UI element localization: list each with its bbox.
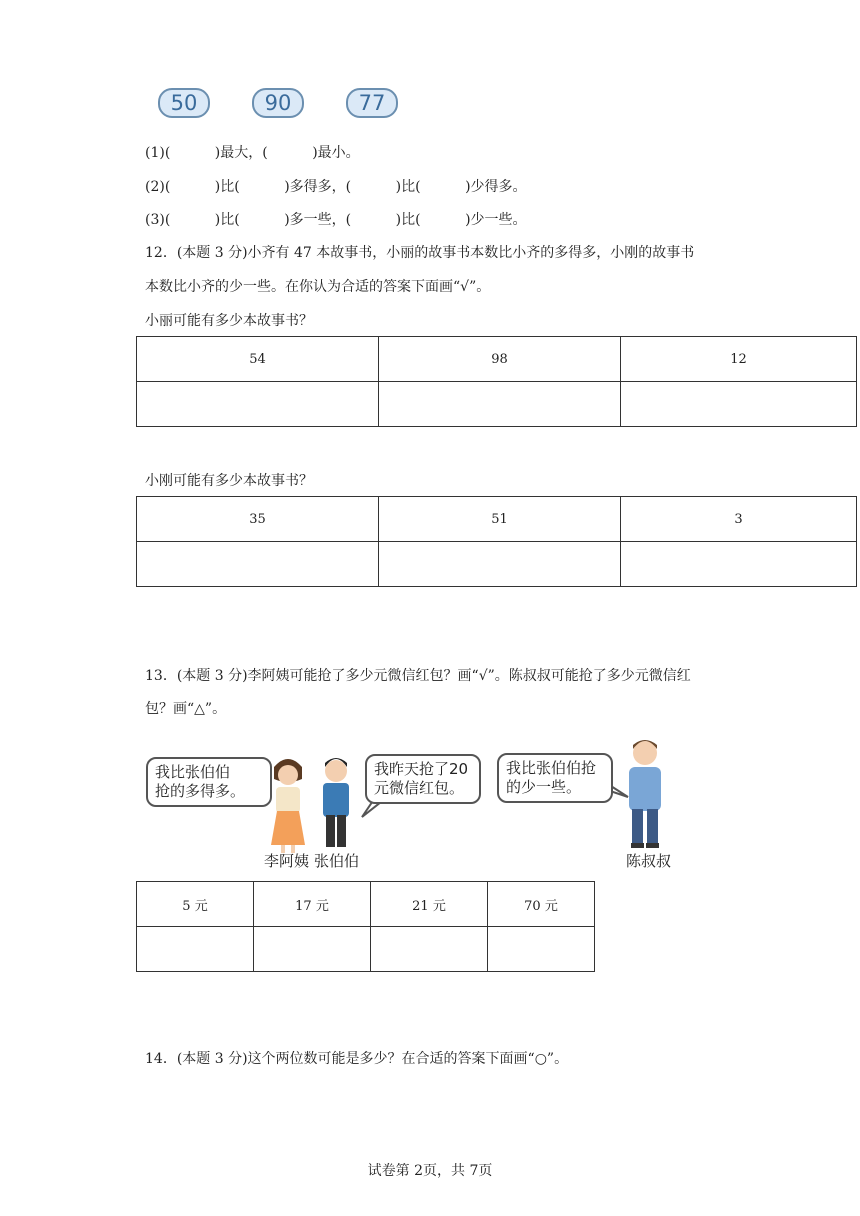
q12-sub2-title: 小刚可能有多少本故事书？	[145, 473, 313, 489]
bubble-li-line-2: 抢的多得多。	[155, 782, 246, 800]
q12-t1-option-3: 12	[621, 337, 857, 382]
q12-t2-option-1: 35	[137, 497, 379, 542]
q12-t1-option-1: 54	[137, 337, 379, 382]
q12-sub1-title: 小丽可能有多少本故事书？	[145, 313, 313, 329]
name-zhang-bobo: 张伯伯	[314, 852, 360, 870]
name-li-ayi: 李阿姨	[264, 852, 310, 870]
q12-t2-option-2: 51	[379, 497, 621, 542]
speech-bubble-zhang-bobo	[365, 754, 481, 804]
q13-line-2: 包？画“△”。	[145, 701, 227, 717]
zhang-bobo-figure	[323, 758, 349, 847]
q12-t1-answer-2[interactable]	[379, 382, 621, 427]
q13-answer-3[interactable]	[371, 927, 488, 972]
q13-option-1: 5 元	[137, 882, 254, 927]
q12-t1-option-2: 98	[379, 337, 621, 382]
number-card-90: 90	[252, 88, 304, 118]
bubble-li-line-1: 我比张伯伯	[155, 763, 231, 781]
number-card-77: 77	[346, 88, 398, 118]
q12-table-2	[136, 496, 857, 587]
q11-line-2: (2)( )比( )多得多，( )比( )少得多。	[145, 179, 527, 195]
q12-line-1: 12．(本题 3 分)小齐有 47 本故事书，小丽的故事书本数比小齐的多得多，小刚的故事书	[145, 245, 695, 261]
li-ayi-figure	[271, 759, 305, 853]
q13-answer-2[interactable]	[254, 927, 371, 972]
q13-option-2: 17 元	[254, 882, 371, 927]
q11-line-3: (3)( )比( )多一些，( )比( )少一些。	[145, 212, 527, 228]
bubble-chen-line-2: 的少一些。	[506, 778, 582, 796]
chen-shushu-figure	[629, 740, 661, 848]
q13-line-1: 13．(本题 3 分)李阿姨可能抢了多少元微信红包？画“√”。陈叔叔可能抢了多少元微信红	[145, 668, 691, 684]
q13-table	[136, 881, 595, 972]
page-footer: 试卷第 2页，共 7页	[367, 1163, 493, 1179]
q12-t2-answer-2[interactable]	[379, 542, 621, 587]
q12-t2-answer-1[interactable]	[137, 542, 379, 587]
bubble-zhang-line-2: 元微信红包。	[374, 779, 465, 797]
q14-line-1: 14．(本题 3 分)这个两位数可能是多少？在合适的答案下面画“○”。	[145, 1051, 569, 1067]
q12-t1-answer-1[interactable]	[137, 382, 379, 427]
q13-option-3: 21 元	[371, 882, 488, 927]
q12-t2-option-3: 3	[621, 497, 857, 542]
number-card-50: 50	[158, 88, 210, 118]
q13-answer-1[interactable]	[137, 927, 254, 972]
speech-bubble-chen-shushu	[497, 753, 613, 803]
q13-answer-4[interactable]	[488, 927, 595, 972]
q13-option-4: 70 元	[488, 882, 595, 927]
q12-t1-answer-3[interactable]	[621, 382, 857, 427]
bubble-chen-line-1: 我比张伯伯抢	[506, 759, 597, 777]
q12-table-1	[136, 336, 857, 427]
bubble-zhang-line-1: 我昨天抢了20	[374, 760, 469, 778]
q12-line-2: 本数比小齐的少一些。在你认为合适的答案下面画“√”。	[145, 279, 491, 295]
speech-bubble-li-ayi	[146, 757, 272, 807]
q11-line-1: (1)( )最大，( )最小。	[145, 145, 360, 161]
name-chen-shushu: 陈叔叔	[626, 852, 672, 870]
q12-t2-answer-3[interactable]	[621, 542, 857, 587]
